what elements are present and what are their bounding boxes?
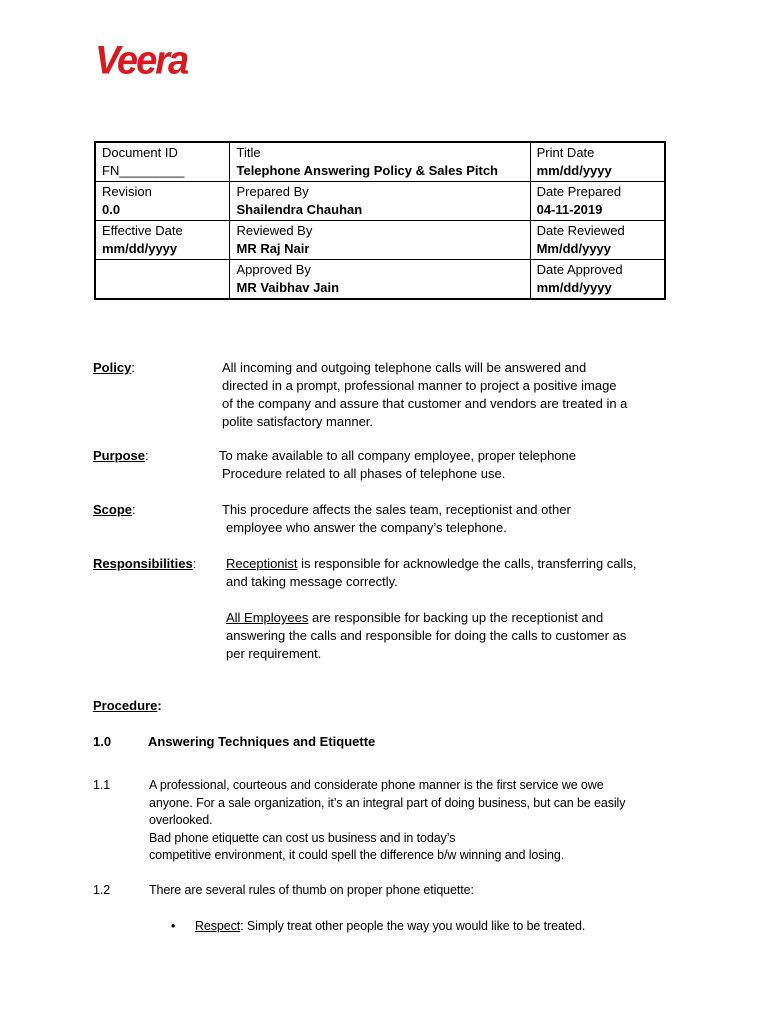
paragraph-line: anyone. For a sale organization, it’s an integral part of doing business, but can be easily: [149, 795, 626, 810]
print-date-cell: [530, 142, 665, 182]
revision-cell: [95, 182, 230, 221]
responsibilities-text: [226, 555, 696, 663]
section-title: Answering Techniques and Etiquette: [148, 734, 376, 749]
cell-value: Telephone Answering Policy & Sales Pitch: [236, 163, 498, 178]
bullet-icon: •: [171, 919, 176, 933]
cell-value: mm/dd/yyyy: [102, 241, 178, 256]
empty-cell: [95, 260, 230, 300]
cell-value: 04-11-2019: [536, 202, 603, 217]
cell-value: 0.0: [102, 202, 121, 217]
paragraph-line: overlooked.: [149, 813, 213, 827]
policy-line: of the company and assure that customer and vendors are treated in a: [222, 396, 628, 411]
employees-term: All Employees: [226, 610, 309, 625]
scope-label: Scope: [93, 502, 133, 517]
cell-label: Date Approved: [536, 262, 623, 277]
policy-heading: Policy:: [93, 360, 135, 375]
date-approved-cell: [530, 260, 665, 300]
purpose-line: To make available to all company employee, proper telephone: [219, 448, 576, 463]
receptionist-text: is responsible for acknowledge the calls, transferring calls,: [297, 556, 637, 571]
procedure-heading: Procedure:: [93, 698, 162, 713]
reviewed-by-cell: [230, 221, 530, 260]
date-prepared-cell: [530, 182, 665, 221]
policy-line: directed in a prompt, professional manner to project a positive image: [222, 378, 617, 393]
employees-line: per requirement.: [226, 646, 322, 661]
approved-by-cell: [230, 260, 530, 300]
receptionist-term: Receptionist: [226, 556, 298, 571]
receptionist-line: and taking message correctly.: [226, 574, 398, 589]
document-id-cell: [95, 142, 230, 182]
receptionist-line: [226, 555, 696, 573]
purpose-text: [219, 447, 679, 483]
scope-line: This procedure affects the sales team, receptionist and other: [222, 502, 571, 517]
cell-label: Reviewed By: [236, 223, 313, 238]
cell-label: Approved By: [236, 262, 311, 277]
cell-value: mm/dd/yyyy: [536, 163, 612, 178]
table-row: [95, 182, 665, 221]
cell-label: Effective Date: [102, 223, 183, 238]
cell-label: Document ID: [102, 145, 178, 160]
section-number: 1.2: [93, 883, 111, 897]
policy-line: All incoming and outgoing telephone calls will be answered and: [222, 360, 587, 375]
cell-label: Prepared By: [236, 184, 309, 199]
cell-value: MR Raj Nair: [236, 241, 310, 256]
responsibilities-label: Responsibilities: [93, 556, 193, 571]
table-row: [95, 142, 665, 182]
title-cell: [230, 142, 530, 182]
cell-label: Revision: [102, 184, 152, 199]
section-1-2-text: There are several rules of thumb on proper phone etiquette:: [149, 883, 474, 897]
list-item: Respect: Simply treat other people the way you would like to be treated.: [195, 919, 586, 933]
section-number: 1.0: [93, 734, 112, 749]
employees-line: [226, 609, 696, 627]
employees-text: are responsible for backing up the receptionist and: [308, 610, 604, 625]
paragraph-line: competitive environment, it could spell the difference b/w winning and losing.: [149, 848, 565, 862]
purpose-label: Purpose: [93, 448, 146, 463]
scope-line: employee who answer the company’s telephone.: [226, 520, 507, 535]
policy-text: [222, 359, 682, 431]
table-row: [95, 221, 665, 260]
purpose-line: Procedure related to all phases of telephone use.: [222, 466, 506, 481]
cell-value: Shailendra Chauhan: [236, 202, 363, 217]
cell-label: Title: [236, 145, 261, 160]
procedure-label: Procedure: [93, 698, 158, 713]
policy-label: Policy: [93, 360, 132, 375]
purpose-heading: Purpose:: [93, 448, 149, 463]
bullet-term: Respect: [195, 919, 241, 933]
cell-value: FN_________: [102, 163, 185, 178]
table-row: [95, 260, 665, 300]
cell-label: Print Date: [536, 145, 595, 160]
document-info-table: [94, 141, 666, 300]
employees-line: answering the calls and responsible for doing the calls to customer as: [226, 628, 627, 643]
cell-label: Date Prepared: [536, 184, 622, 199]
paragraph-line: Bad phone etiquette can cost us business and in today’s: [149, 830, 456, 845]
date-reviewed-cell: [530, 221, 665, 260]
bullet-text: Simply treat other people the way you would like to be treated.: [243, 919, 586, 933]
policy-line: polite satisfactory manner.: [222, 414, 374, 429]
section-1-1-text: [149, 777, 689, 865]
section-number: 1.1: [93, 778, 111, 792]
company-logo: Veera: [95, 38, 188, 84]
scope-text: [222, 501, 682, 537]
cell-value: Mm/dd/yyyy: [536, 241, 612, 256]
paragraph-line: A professional, courteous and considerate phone manner is the first service we owe: [149, 778, 604, 792]
cell-value: MR Vaibhav Jain: [236, 280, 340, 295]
effective-date-cell: [95, 221, 230, 260]
prepared-by-cell: [230, 182, 530, 221]
cell-label: Date Reviewed: [536, 223, 625, 238]
cell-value: mm/dd/yyyy: [536, 280, 612, 295]
scope-heading: Scope:: [93, 502, 136, 517]
responsibilities-heading: Responsibilities:: [93, 556, 197, 571]
